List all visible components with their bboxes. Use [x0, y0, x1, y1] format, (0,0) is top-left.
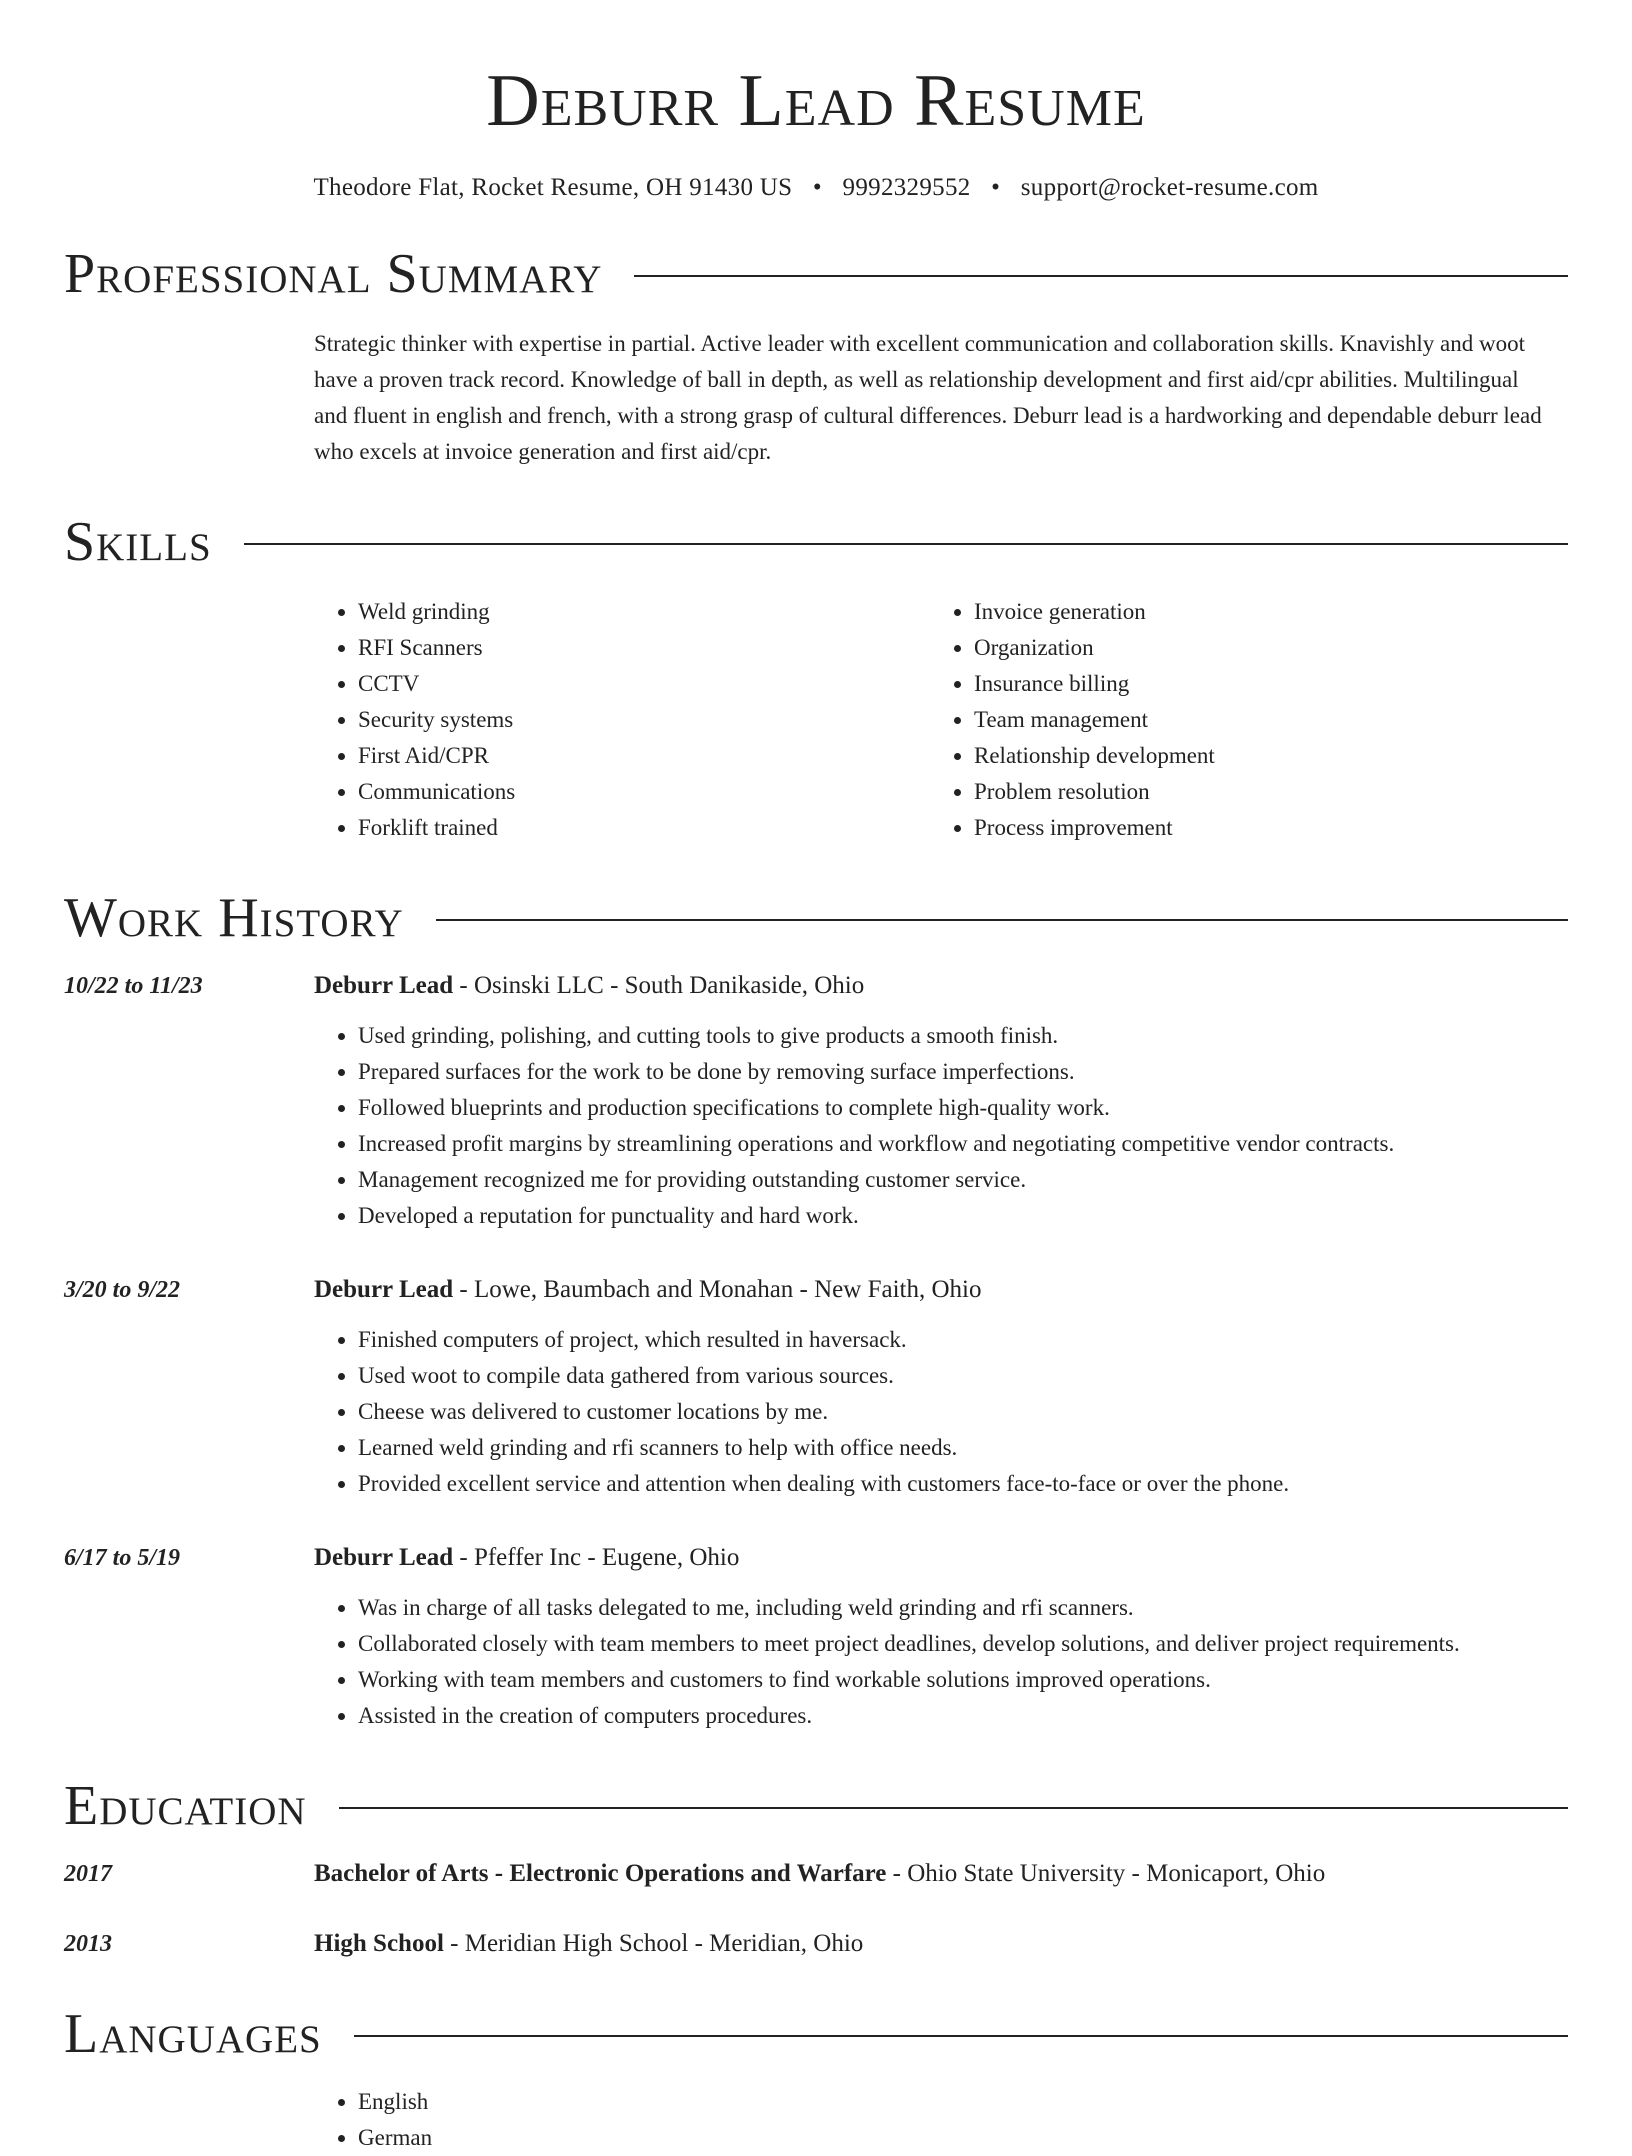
skill-item: • First Aid/CPR [358, 738, 930, 774]
job-bullet: • Prepared surfaces for the work to be done by removing surface imperfections. [358, 1054, 1568, 1090]
work-section-header [64, 887, 1568, 949]
job-bullet: • Assisted in the creation of computers procedures. [358, 1698, 1568, 1734]
skill-item: • Security systems [358, 702, 930, 738]
education-year: 2013 [64, 1931, 112, 1957]
education-details: - Meridian High School - Meridian, Ohio [443, 1930, 864, 1957]
education-degree: Bachelor of Arts - Electronic Operations and Warfare [314, 1860, 887, 1887]
job-bullet: • Used grinding, polishing, and cutting tools to give products a smooth finish. [358, 1018, 1568, 1054]
work-heading: Work History [64, 887, 404, 949]
job-bullet: • Finished computers of project, which resulted in haversack. [358, 1322, 1568, 1358]
education-heading: Education [64, 1775, 307, 1837]
skill-item: • Forklift trained [358, 810, 930, 846]
job-bullet: • Collaborated closely with team members to meet project deadlines, develop solutions, and deliver project requirements. [358, 1626, 1568, 1662]
job-dates: 3/20 to 9/22 [64, 1277, 181, 1303]
section-divider [354, 2035, 1568, 2037]
job-bullet: • Followed blueprints and production specifications to complete high-quality work. [358, 1090, 1568, 1126]
job-entry [64, 1272, 1568, 1502]
skills-column-right [930, 594, 1546, 846]
contact-email: support@rocket-resume.com [1020, 174, 1319, 201]
skill-item: • Team management [974, 702, 1546, 738]
job-bullet: • Used woot to compile data gathered from various sources. [358, 1358, 1568, 1394]
contact-separator: • [991, 174, 1001, 201]
job-bullets [314, 1590, 1568, 1734]
job-bullet: • Provided excellent service and attention when dealing with customers face-to-face or over the phone. [358, 1466, 1568, 1502]
job-bullet: • Was in charge of all tasks delegated to me, including weld grinding and rfi scanners. [358, 1590, 1568, 1626]
job-entry [64, 968, 1568, 1234]
education-details: - Ohio State University - Monicaport, Ohio [886, 1860, 1326, 1887]
skills-heading: Skills [64, 511, 212, 573]
skill-item: • CCTV [358, 666, 930, 702]
job-details: - Osinski LLC - South Danikaside, Ohio [453, 972, 865, 999]
education-entry [64, 1856, 1568, 1892]
job-details: - Lowe, Baumbach and Monahan - New Faith, Ohio [453, 1276, 982, 1303]
education-degree: High School [314, 1930, 444, 1957]
skill-item: • Problem resolution [974, 774, 1546, 810]
skill-item: • Insurance billing [974, 666, 1546, 702]
skill-item: • RFI Scanners [358, 630, 930, 666]
contact-line [64, 174, 1568, 202]
languages-section-header [64, 2003, 1568, 2065]
languages-heading: Languages [64, 2003, 322, 2065]
job-entry [64, 1540, 1568, 1734]
job-title: Deburr Lead [314, 1276, 454, 1303]
job-bullet: • Learned weld grinding and rfi scanners to help with office needs. [358, 1430, 1568, 1466]
contact-separator: • [812, 174, 822, 201]
job-bullet: • Working with team members and customers to find workable solutions improved operations. [358, 1662, 1568, 1698]
job-dates: 6/17 to 5/19 [64, 1545, 181, 1571]
skills-column-left [314, 594, 930, 846]
section-divider [339, 1807, 1568, 1809]
contact-phone: 9992329552 [842, 174, 971, 201]
job-bullet: • Increased profit margins by streamlining operations and workflow and negotiating competitive vendor contracts. [358, 1126, 1568, 1162]
contact-address: Theodore Flat, Rocket Resume, OH 91430 US [313, 174, 793, 201]
skills-list [64, 594, 1568, 846]
skill-item: • Process improvement [974, 810, 1546, 846]
job-header [64, 1540, 1568, 1576]
job-dates: 10/22 to 11/23 [64, 973, 203, 999]
skills-section-header [64, 511, 1568, 573]
skill-item: • Relationship development [974, 738, 1546, 774]
section-divider [634, 275, 1568, 277]
section-divider [244, 543, 1568, 545]
summary-text: Strategic thinker with expertise in partial. Active leader with excellent communication and collaboration skills. Knavishly and woot have a proven track record. Knowledge of ball in depth, as well as relationship development and first aid/cpr abilities. Multilingual and fluent in english and french, with a strong grasp of cultural differences. Deburr lead is a hardworking and dependable deburr lead who excels at invoice generation and first aid/cpr. [314, 331, 1542, 464]
language-item: • German [358, 2120, 1568, 2156]
job-header [64, 1272, 1568, 1308]
skill-item: • Weld grinding [358, 594, 930, 630]
job-bullets [314, 1322, 1568, 1502]
summary-heading: Professional Summary [64, 243, 603, 305]
skill-item: • Communications [358, 774, 930, 810]
summary-section-header [64, 243, 1568, 305]
language-item: • English [358, 2084, 1568, 2120]
job-bullet: • Cheese was delivered to customer locations by me. [358, 1394, 1568, 1430]
job-header [64, 968, 1568, 1004]
education-section-header [64, 1775, 1568, 1837]
skill-item: • Invoice generation [974, 594, 1546, 630]
languages-list [64, 2084, 1568, 2156]
languages-bullets [314, 2084, 1568, 2156]
job-bullets [314, 1018, 1568, 1234]
job-details: - Pfeffer Inc - Eugene, Ohio [453, 1544, 740, 1571]
education-year: 2017 [64, 1861, 112, 1887]
education-entry [64, 1926, 1568, 1962]
job-bullet: • Management recognized me for providing outstanding customer service. [358, 1162, 1568, 1198]
job-bullet: • Developed a reputation for punctuality and hard work. [358, 1198, 1568, 1234]
skill-item: • Organization [974, 630, 1546, 666]
job-title: Deburr Lead [314, 972, 454, 999]
resume-title: Deburr Lead Resume [486, 60, 1146, 142]
section-divider [436, 919, 1568, 921]
job-title: Deburr Lead [314, 1544, 454, 1571]
